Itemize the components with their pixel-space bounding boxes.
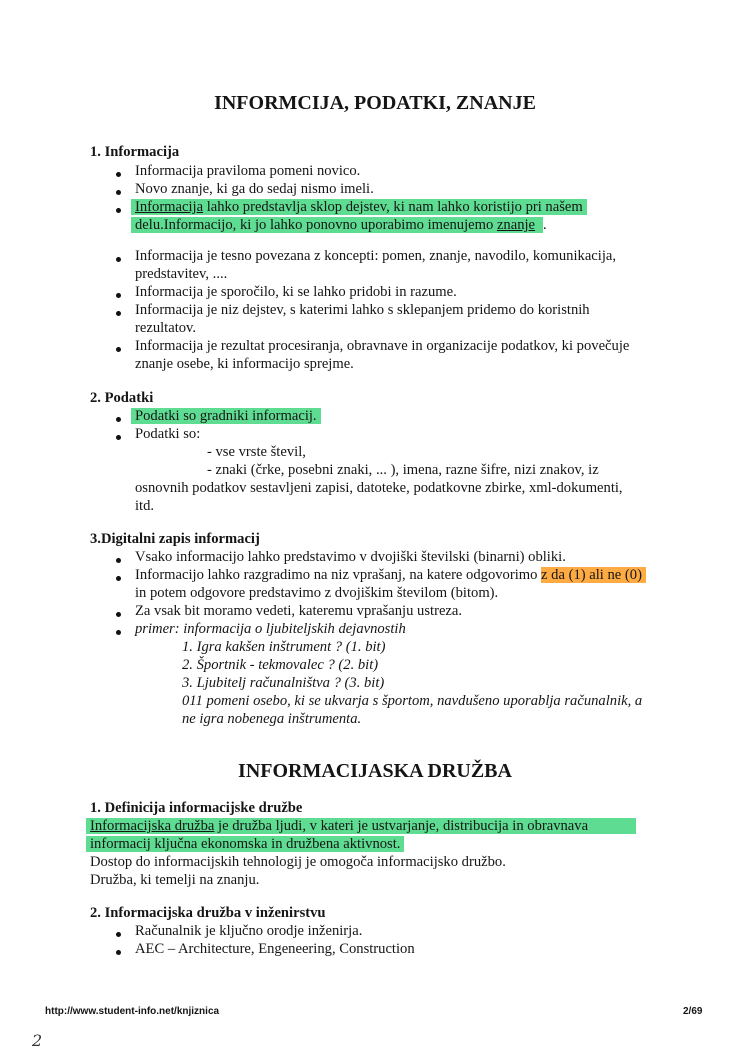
list-item: AEC – Architecture, Engeneering, Construction [135, 941, 415, 957]
list-item: Informacija je niz dejstev, s katerimi lahko s sklepanjem pridemo do koristnih [135, 302, 590, 318]
underlined-term: znanje [496, 217, 536, 233]
sub-item-continuation: osnovnih podatkov sestavljeni zapisi, datoteke, podatkovne zbirke, xml-dokumenti, [135, 480, 623, 496]
example-line: 3. Ljubitelj računalništva ? (3. bit) [182, 675, 385, 691]
paragraph-highlighted [86, 817, 636, 835]
bullet [116, 630, 121, 635]
text: Podatki so gradniki informacij. [131, 408, 321, 424]
bullet [116, 417, 121, 422]
list-item-highlighted [131, 407, 321, 425]
list-item: Računalnik je ključno orodje inženirja. [135, 923, 363, 939]
sub-item: - vse vrste števil, [207, 444, 306, 460]
list-item: Vsako informacijo lahko predstavimo v dvojiški številski (binarni) obliki. [135, 549, 566, 565]
text: delu.Informacijo, ki jo lahko ponovno uporabimo imenujemo [135, 217, 497, 233]
bullet [116, 190, 121, 195]
handwritten-page-number: 2 [32, 1031, 43, 1050]
section-heading-informacija: 1. Informacija [90, 144, 180, 160]
list-item-continuation: znanje osebe, ki informacijo sprejme. [135, 356, 354, 372]
highlighted-text: z da (1) ali ne (0) [541, 567, 646, 583]
underlined-term: Informacija [135, 199, 204, 215]
list-item [135, 566, 646, 584]
bullet [116, 172, 121, 177]
sub-item: - znaki (črke, posebni znaki, ... ), imena, razne šifre, nizi znakov, iz [207, 462, 599, 478]
list-item-continuation: in potem odgovore predstavimo z dvojiškim številom (bitom). [135, 585, 499, 601]
list-item: Za vsak bit moramo vedeti, kateremu vprašanju ustreza. [135, 603, 463, 619]
paragraph: Dostop do informacijskih tehnologij je omogoča informacijsko družbo. [90, 854, 506, 870]
bullet [116, 612, 121, 617]
paragraph: Družba, ki temelji na znanju. [90, 872, 260, 888]
bullet [116, 311, 121, 316]
page-title: INFORMCIJA, PODATKI, ZNANJE [214, 92, 536, 114]
list-item: Novo znanje, ki ga do sedaj nismo imeli. [135, 181, 374, 197]
bullet [116, 576, 121, 581]
text: informacij ključna ekonomska in družbena aktivnost. [86, 836, 404, 852]
list-item-continuation [131, 216, 547, 234]
text: je družba ljudi, v kateri je ustvarjanje, distribucija in obravnava [214, 818, 589, 834]
example-line: 011 pomeni osebo, ki se ukvarja s športom, navdušeno uporablja računalnik, a [182, 693, 643, 709]
list-item-highlighted [131, 198, 587, 216]
section-heading-podatki: 2. Podatki [90, 390, 154, 406]
bullet [116, 208, 121, 213]
bullet [116, 558, 121, 563]
underlined-term: Informacijska družba [90, 818, 215, 834]
bullet [116, 932, 121, 937]
list-item: Podatki so: [135, 426, 201, 442]
footer-url: http://www.student-info.net/knjiznica [45, 1006, 220, 1017]
example-line: ne igra nobenega inštrumenta. [182, 711, 362, 727]
text: lahko predstavlja sklop dejstev, ki nam lahko koristijo pri našem [203, 199, 583, 215]
sub-item-continuation: itd. [135, 498, 155, 514]
bullet [116, 347, 121, 352]
bullet [116, 435, 121, 440]
example-line: 1. Igra kakšen inštrument ? (1. bit) [182, 639, 386, 655]
bullet [116, 950, 121, 955]
list-item: Informacija je tesno povezana z koncepti: pomen, znanje, navodilo, komunikacija, [135, 248, 617, 264]
list-item: Informacija praviloma pomeni novico. [135, 163, 361, 179]
list-item-continuation: predstavitev, .... [135, 266, 228, 282]
page-number: 2/69 [683, 1006, 703, 1017]
paragraph-continuation [86, 835, 404, 853]
section-title: INFORMACIJASKA DRUŽBA [238, 760, 512, 782]
section-heading-definicija: 1. Definicija informacijske družbe [90, 800, 303, 816]
list-item-continuation: rezultatov. [135, 320, 197, 336]
text: . [543, 217, 547, 233]
text: Informacijo lahko razgradimo na niz vprašanj, na katere odgovorimo [135, 567, 542, 583]
list-item: primer: informacija o ljubiteljskih dejavnostih [135, 621, 406, 637]
example-line: 2. Športnik - tekmovalec ? (2. bit) [182, 657, 379, 673]
section-heading-digitalni-zapis: 3.Digitalni zapis informacij [90, 531, 260, 547]
bullet [116, 293, 121, 298]
list-item: Informacija je rezultat procesiranja, obravnave in organizacije podatkov, ki povečuje [135, 338, 630, 354]
list-item: Informacija je sporočilo, ki se lahko pridobi in razume. [135, 284, 457, 300]
bullet [116, 257, 121, 262]
section-heading-inzenirstvo: 2. Informacijska družba v inženirstvu [90, 905, 326, 921]
